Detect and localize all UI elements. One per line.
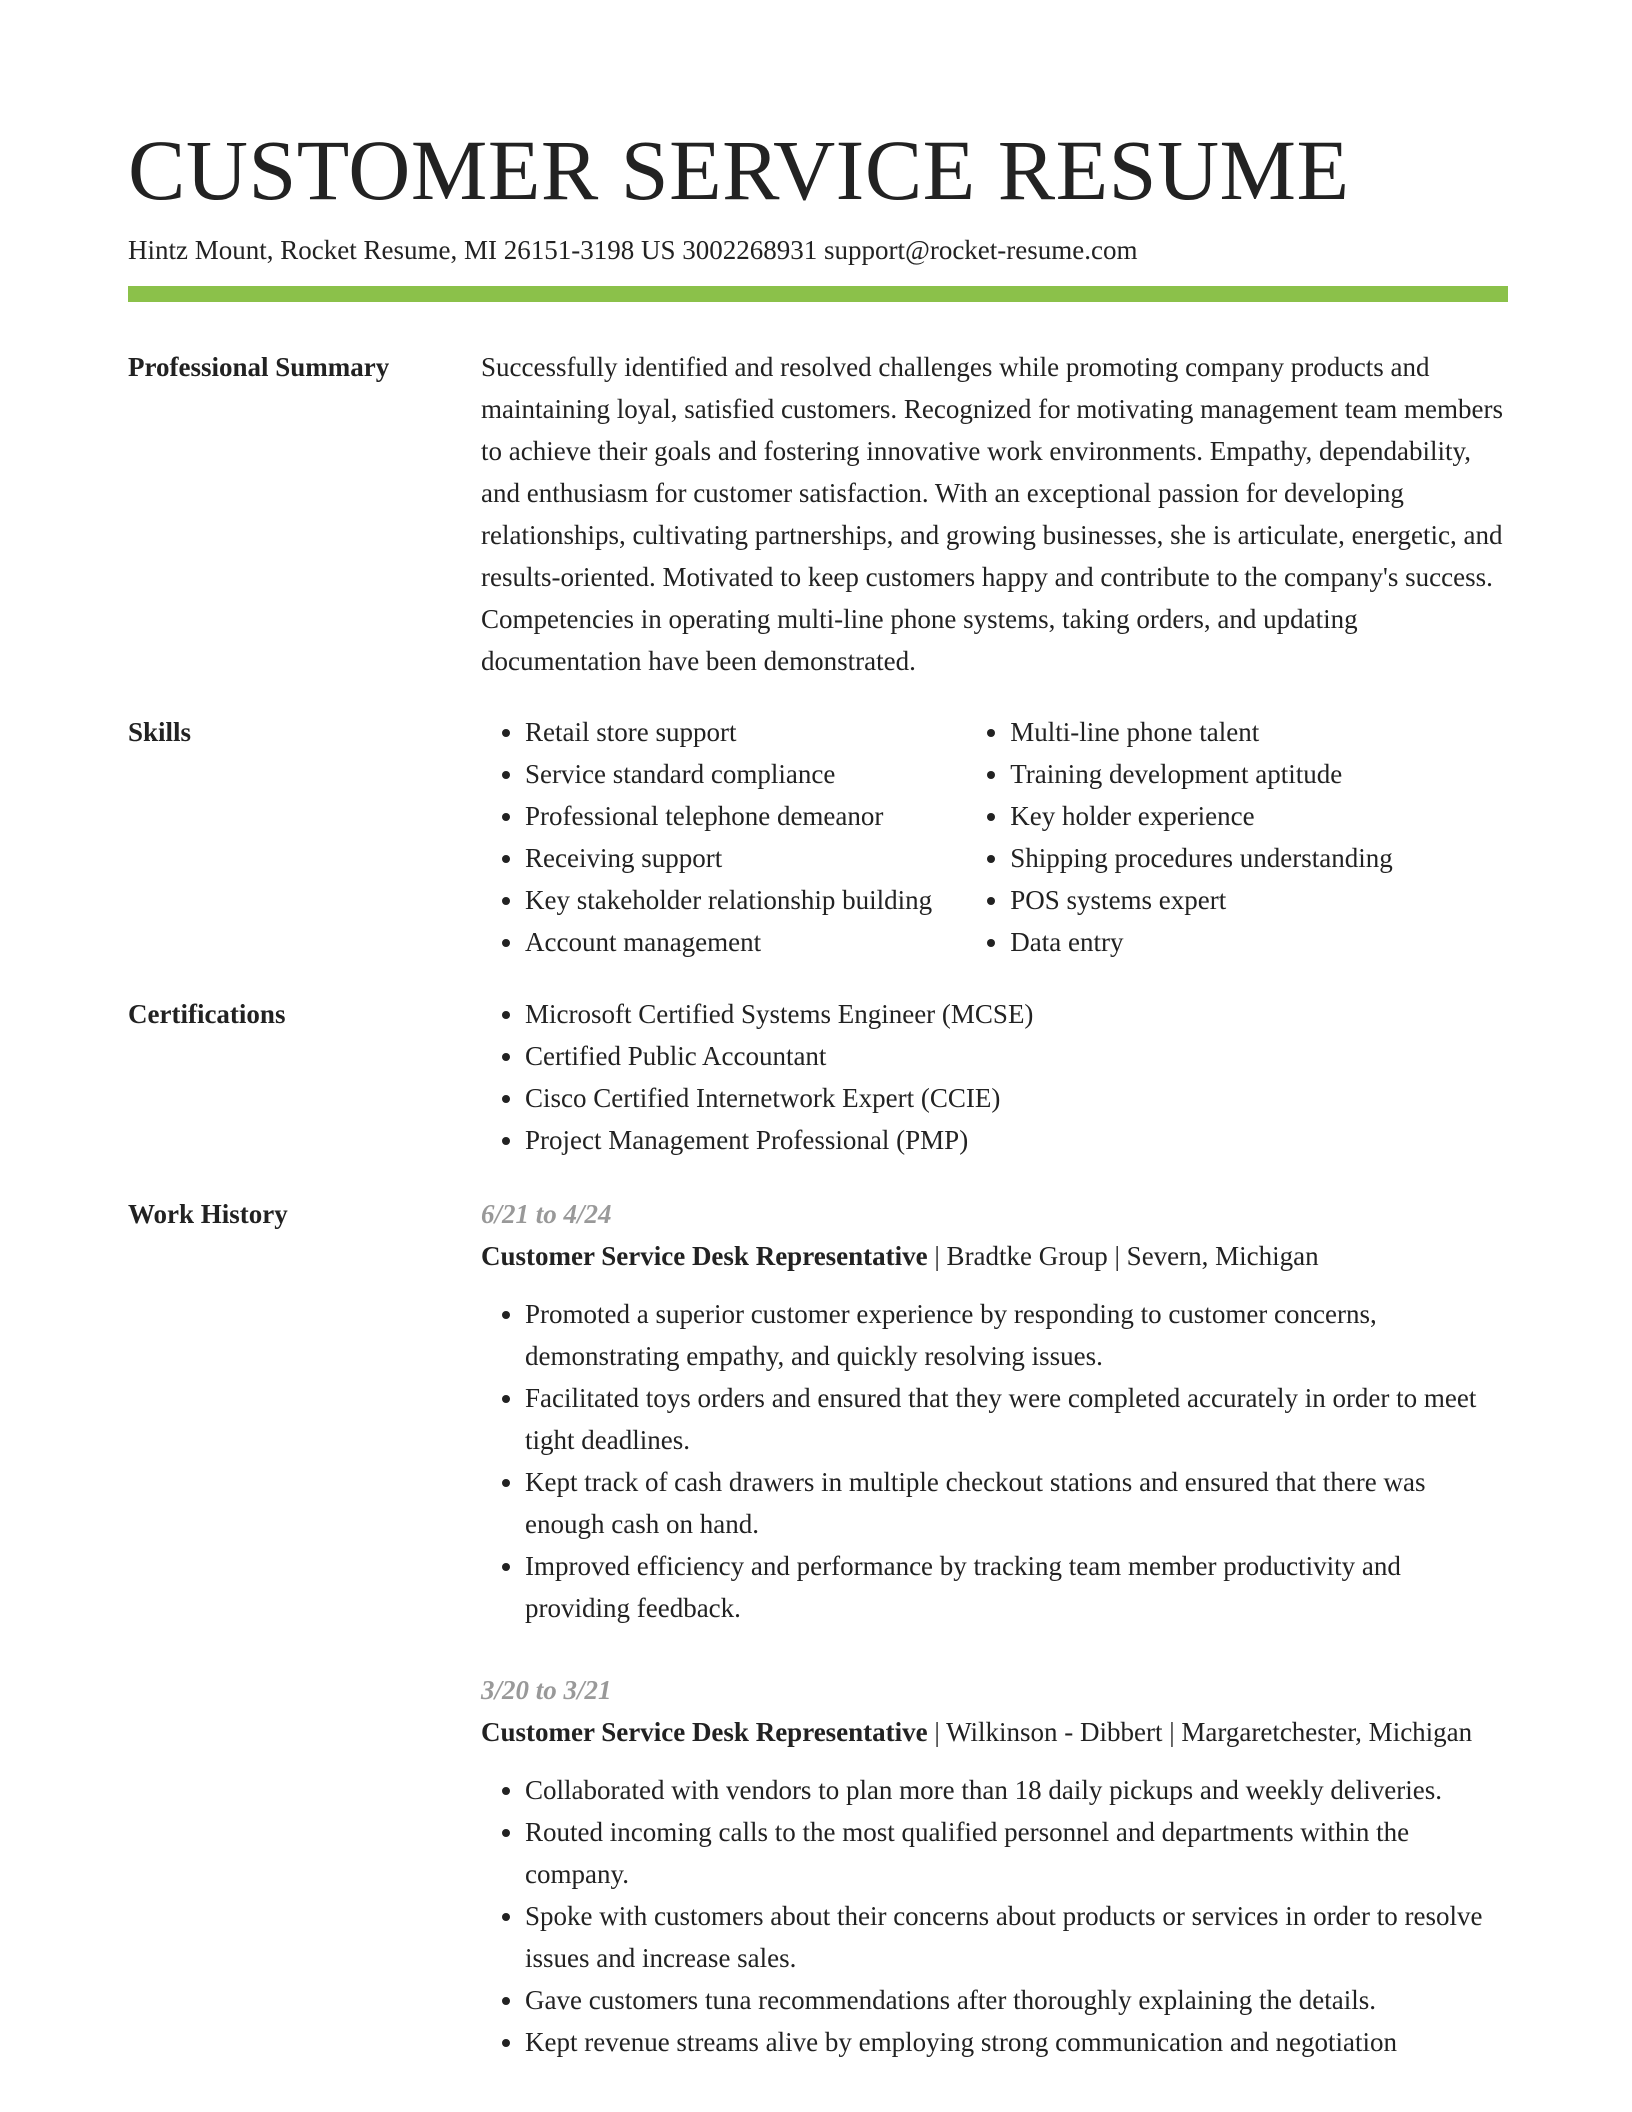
job-bullet: • Gave customers tuna recommendations after thoroughly explaining the details. — [525, 1979, 1508, 2021]
certifications-list — [481, 993, 1508, 1161]
work-history-body — [481, 1193, 1508, 2063]
skill-item: • Training development aptitude — [1010, 753, 1508, 795]
job-dates: 3/20 to 3/21 — [481, 1675, 612, 1705]
job-bullet: • Collaborated with vendors to plan more than 18 daily pickups and weekly deliveries. — [525, 1769, 1508, 1811]
job-bullets — [481, 1293, 1508, 1629]
job-heading — [481, 1235, 1508, 1277]
job-bullet: • Improved efficiency and performance by tracking team member productivity and providing feedback. — [525, 1545, 1508, 1629]
skill-item: • Multi-line phone talent — [1010, 711, 1508, 753]
summary-body — [481, 346, 1508, 682]
contact-line: Hintz Mount, Rocket Resume, MI 26151-3198 US 3002268931 support@rocket-resume.com — [128, 235, 1138, 265]
skills-list-right — [966, 711, 1508, 963]
certifications-label: Certifications — [128, 999, 286, 1029]
accent-divider — [128, 286, 1508, 302]
certification-item: • Certified Public Accountant — [525, 1035, 1508, 1077]
skill-item: • Receiving support — [525, 837, 966, 879]
summary-label: Professional Summary — [128, 352, 390, 382]
certification-item: • Project Management Professional (PMP) — [525, 1119, 1508, 1161]
job-bullet: • Kept revenue streams alive by employing strong communication and negotiation — [525, 2021, 1508, 2063]
job-employer-location: | Wilkinson - Dibbert | Margaretchester, Michigan — [927, 1717, 1473, 1747]
job-title: Customer Service Desk Representative — [481, 1717, 928, 1747]
skill-item: • Key holder experience — [1010, 795, 1508, 837]
skill-item: • Professional telephone demeanor — [525, 795, 966, 837]
job-dates: 6/21 to 4/24 — [481, 1199, 612, 1229]
skill-item: • Service standard compliance — [525, 753, 966, 795]
job-bullet: • Routed incoming calls to the most qualified personnel and departments within the company. — [525, 1811, 1508, 1895]
skill-item: • Retail store support — [525, 711, 966, 753]
certification-item: • Microsoft Certified Systems Engineer (MCSE) — [525, 993, 1508, 1035]
skill-item: • Key stakeholder relationship building — [525, 879, 966, 921]
skill-item: • Account management — [525, 921, 966, 963]
certification-item: • Cisco Certified Internetwork Expert (CCIE) — [525, 1077, 1508, 1119]
job-bullet: • Spoke with customers about their concerns about products or services in order to resolve issues and increase sales. — [525, 1895, 1508, 1979]
skills-label: Skills — [128, 717, 192, 747]
job-heading — [481, 1711, 1508, 1753]
work-history-label: Work History — [128, 1199, 288, 1229]
certifications-body — [481, 993, 1508, 1161]
job-bullet: • Facilitated toys orders and ensured that they were completed accurately in order to meet tight deadlines. — [525, 1377, 1508, 1461]
job-employer-location: | Bradtke Group | Severn, Michigan — [927, 1241, 1319, 1271]
skill-item: • POS systems expert — [1010, 879, 1508, 921]
summary-text: Successfully identified and resolved challenges while promoting company products and maintaining loyal, satisfied customers. Recognized for motivating management team members to achieve their goals and fostering innovative work environments. Empathy, dependability, and enthusiasm for customer satisfaction. With an exceptional passion for developing relationships, cultivating partnerships, and growing businesses, she is articulate, energetic, and results-oriented. Motivated to keep customers happy and contribute to the company's success. Competencies in operating multi-line phone systems, taking orders, and updating documentation have been demonstrated. — [481, 352, 1503, 676]
job-entry — [481, 1193, 1508, 1629]
job-entry — [481, 1669, 1508, 2063]
job-bullet: • Promoted a superior customer experience by responding to customer concerns, demonstrating empathy, and quickly resolving issues. — [525, 1293, 1508, 1377]
resume-title: CUSTOMER SERVICE RESUME — [128, 122, 1350, 218]
skill-item: • Data entry — [1010, 921, 1508, 963]
job-bullets — [481, 1769, 1508, 2063]
skill-item: • Shipping procedures understanding — [1010, 837, 1508, 879]
job-bullet: • Kept track of cash drawers in multiple checkout stations and ensured that there was enough cash on hand. — [525, 1461, 1508, 1545]
skills-list-left — [481, 711, 966, 963]
job-title: Customer Service Desk Representative — [481, 1241, 928, 1271]
skills-body — [481, 711, 1508, 963]
